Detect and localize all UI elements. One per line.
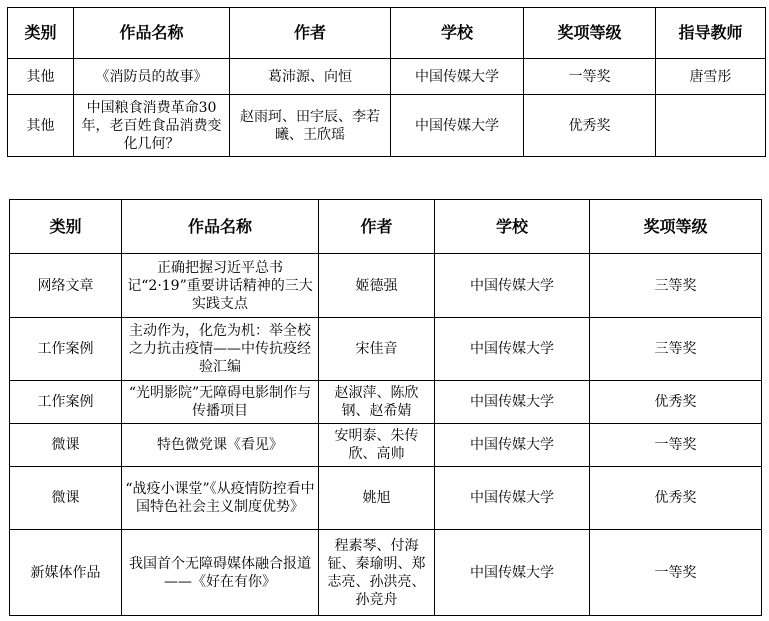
cell-school: 中国传媒大学 [435,381,590,424]
cell-work-title: 主动作为，化危为机：举全校之力抗击疫情——中传抗疫经验汇编 [122,318,319,381]
cell-author: 姚旭 [319,467,435,530]
table-row [8,59,766,95]
table-row [8,95,766,157]
cell-work-title: 中国粮食消费革命30年，老百姓食品消费变化几何？ [74,95,230,157]
cell-award-level: 一等奖 [590,530,762,616]
cell-work-title: 我国首个无障碍媒体融合报道——《好在有你》 [122,530,319,616]
header-advisor: 指导教师 [656,8,766,59]
cell-author: 葛沛源、向恒 [230,59,391,95]
cell-author: 赵淑萍、陈欣钢、赵希婧 [319,381,435,424]
header-category: 类别 [8,8,74,59]
cell-school: 中国传媒大学 [435,318,590,381]
cell-category: 微课 [10,424,122,467]
cell-category: 网络文章 [10,254,122,318]
cell-work-title: “光明影院”无障碍电影制作与传播项目 [122,381,319,424]
table-row [10,381,762,424]
table-header-row [8,8,766,59]
header-work-title: 作品名称 [122,200,319,254]
cell-author: 程素琴、付海钲、秦瑜明、郑志亮、孙洪亮、孙竞舟 [319,530,435,616]
cell-work-title: 特色微党课《看见》 [122,424,319,467]
cell-category: 工作案例 [10,318,122,381]
cell-school: 中国传媒大学 [391,59,524,95]
table-row [10,530,762,616]
cell-school: 中国传媒大学 [435,467,590,530]
cell-category: 其他 [8,59,74,95]
cell-category: 其他 [8,95,74,157]
cell-school: 中国传媒大学 [435,530,590,616]
awards-table-1 [7,7,766,157]
cell-advisor [656,95,766,157]
cell-work-title: 《消防员的故事》 [74,59,230,95]
cell-category: 工作案例 [10,381,122,424]
cell-category: 新媒体作品 [10,530,122,616]
cell-award-level: 一等奖 [590,424,762,467]
cell-advisor: 唐雪彤 [656,59,766,95]
header-school: 学校 [391,8,524,59]
cell-award-level: 三等奖 [590,318,762,381]
cell-work-title: “战疫小课堂”《从疫情防控看中国特色社会主义制度优势》 [122,467,319,530]
cell-category: 微课 [10,467,122,530]
cell-award-level: 优秀奖 [590,467,762,530]
header-author: 作者 [319,200,435,254]
cell-award-level: 三等奖 [590,254,762,318]
header-work-title: 作品名称 [74,8,230,59]
header-award-level: 奖项等级 [524,8,656,59]
header-category: 类别 [10,200,122,254]
cell-award-level: 优秀奖 [590,381,762,424]
cell-author: 宋佳音 [319,318,435,381]
cell-school: 中国传媒大学 [435,424,590,467]
header-award-level: 奖项等级 [590,200,762,254]
cell-award-level: 优秀奖 [524,95,656,157]
header-school: 学校 [435,200,590,254]
cell-award-level: 一等奖 [524,59,656,95]
table-row [10,467,762,530]
cell-school: 中国传媒大学 [391,95,524,157]
cell-school: 中国传媒大学 [435,254,590,318]
awards-table-2 [9,199,762,616]
cell-author: 安明泰、朱传欣、高帅 [319,424,435,467]
table-header-row [10,200,762,254]
cell-work-title: 正确把握习近平总书记“2·19”重要讲话精神的三大实践支点 [122,254,319,318]
header-author: 作者 [230,8,391,59]
table-row [10,318,762,381]
table-row [10,424,762,467]
cell-author: 赵雨珂、田宇辰、李若曦、王欣瑶 [230,95,391,157]
table-row [10,254,762,318]
cell-author: 姬德强 [319,254,435,318]
